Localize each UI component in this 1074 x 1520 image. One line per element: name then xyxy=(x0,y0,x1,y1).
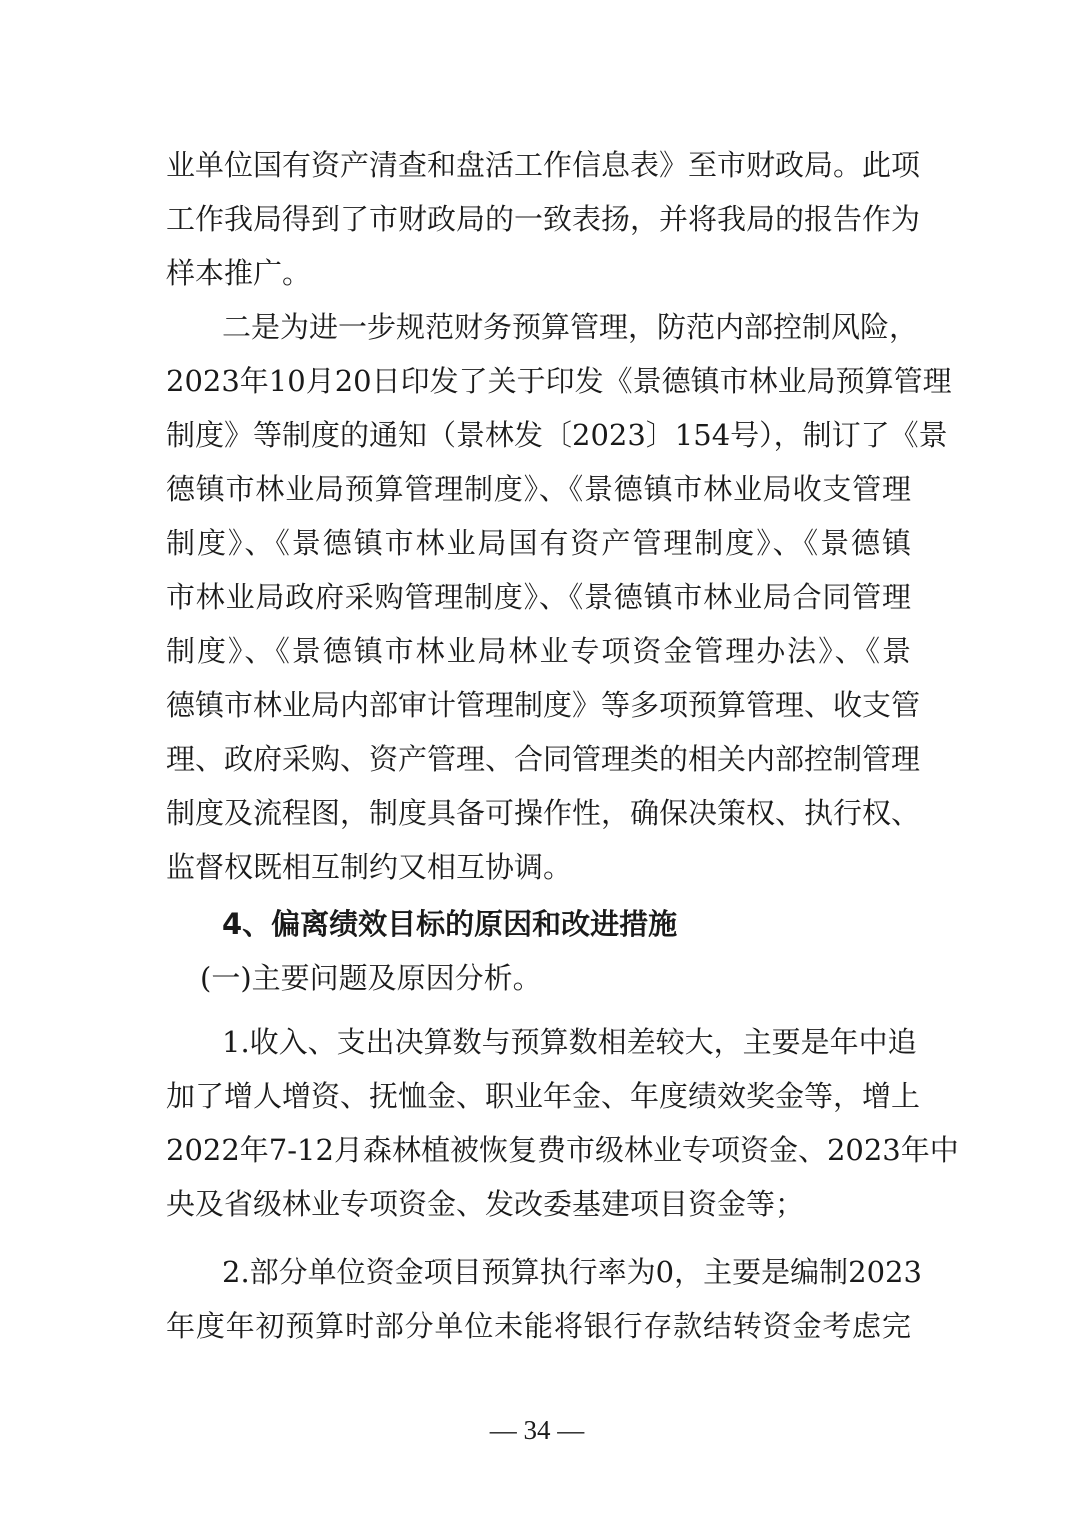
paragraph-1-line-3: 样本推广。 xyxy=(166,256,312,290)
paragraph-2-line-10: 制度及流程图，制度具备可操作性，确保决策权、执行权、 xyxy=(166,796,921,830)
section-heading: 4、偏离绩效目标的原因和改进措施 xyxy=(222,907,678,941)
paragraph-1-line-1: 业单位国有资产清查和盘活工作信息表》至市财政局。此项 xyxy=(166,148,921,182)
paragraph-2-line-11: 监督权既相互制约又相互协调。 xyxy=(166,850,573,884)
paragraph-2-line-6: 市林业局政府采购管理制度》、《景德镇市林业局合同管理 xyxy=(166,580,911,614)
paragraph-4-line-1: 2.部分单位资金项目预算执行率为0，主要是编制2023 xyxy=(222,1255,922,1289)
paragraph-2-line-7: 制度》、《景德镇市林业局林业专项资金管理办法》、《景 xyxy=(166,634,911,668)
paragraph-2-line-5: 制度》、《景德镇市林业局国有资产管理制度》、《景德镇 xyxy=(166,526,911,560)
paragraph-3-line-1: 1.收入、支出决算数与预算数相差较大，主要是年中追 xyxy=(222,1025,917,1059)
paragraph-4-line-2: 年度年初预算时部分单位未能将银行存款结转资金考虑完 xyxy=(166,1309,911,1343)
paragraph-3-line-3: 2022年7-12月森林植被恢复费市级林业专项资金、2023年中 xyxy=(166,1133,959,1167)
paragraph-2-line-4: 德镇市林业局预算管理制度》、《景德镇市林业局收支管理 xyxy=(166,472,911,506)
paragraph-2-line-3: 制度》等制度的通知（景林发〔2023〕154号），制订了《景 xyxy=(166,418,948,452)
paragraph-2-line-9: 理、政府采购、资产管理、合同管理类的相关内部控制管理 xyxy=(166,742,921,776)
paragraph-3-line-2: 加了增人增资、抚恤金、职业年金、年度绩效奖金等，增上 xyxy=(166,1079,921,1113)
paragraph-2-line-8: 德镇市林业局内部审计管理制度》等多项预算管理、收支管 xyxy=(166,688,921,722)
paragraph-1-line-2: 工作我局得到了市财政局的一致表扬，并将我局的报告作为 xyxy=(166,202,921,236)
page-number: — 34 — xyxy=(489,1415,585,1445)
paragraph-3-line-4: 央及省级林业专项资金、发改委基建项目资金等； xyxy=(166,1187,805,1221)
subheading: (一)主要问题及原因分析。 xyxy=(200,961,542,995)
paragraph-2-line-2: 2023年10月20日印发了关于印发《景德镇市林业局预算管理 xyxy=(166,364,952,398)
paragraph-2-line-1: 二是为进一步规范财务预算管理，防范内部控制风险， xyxy=(222,310,919,344)
